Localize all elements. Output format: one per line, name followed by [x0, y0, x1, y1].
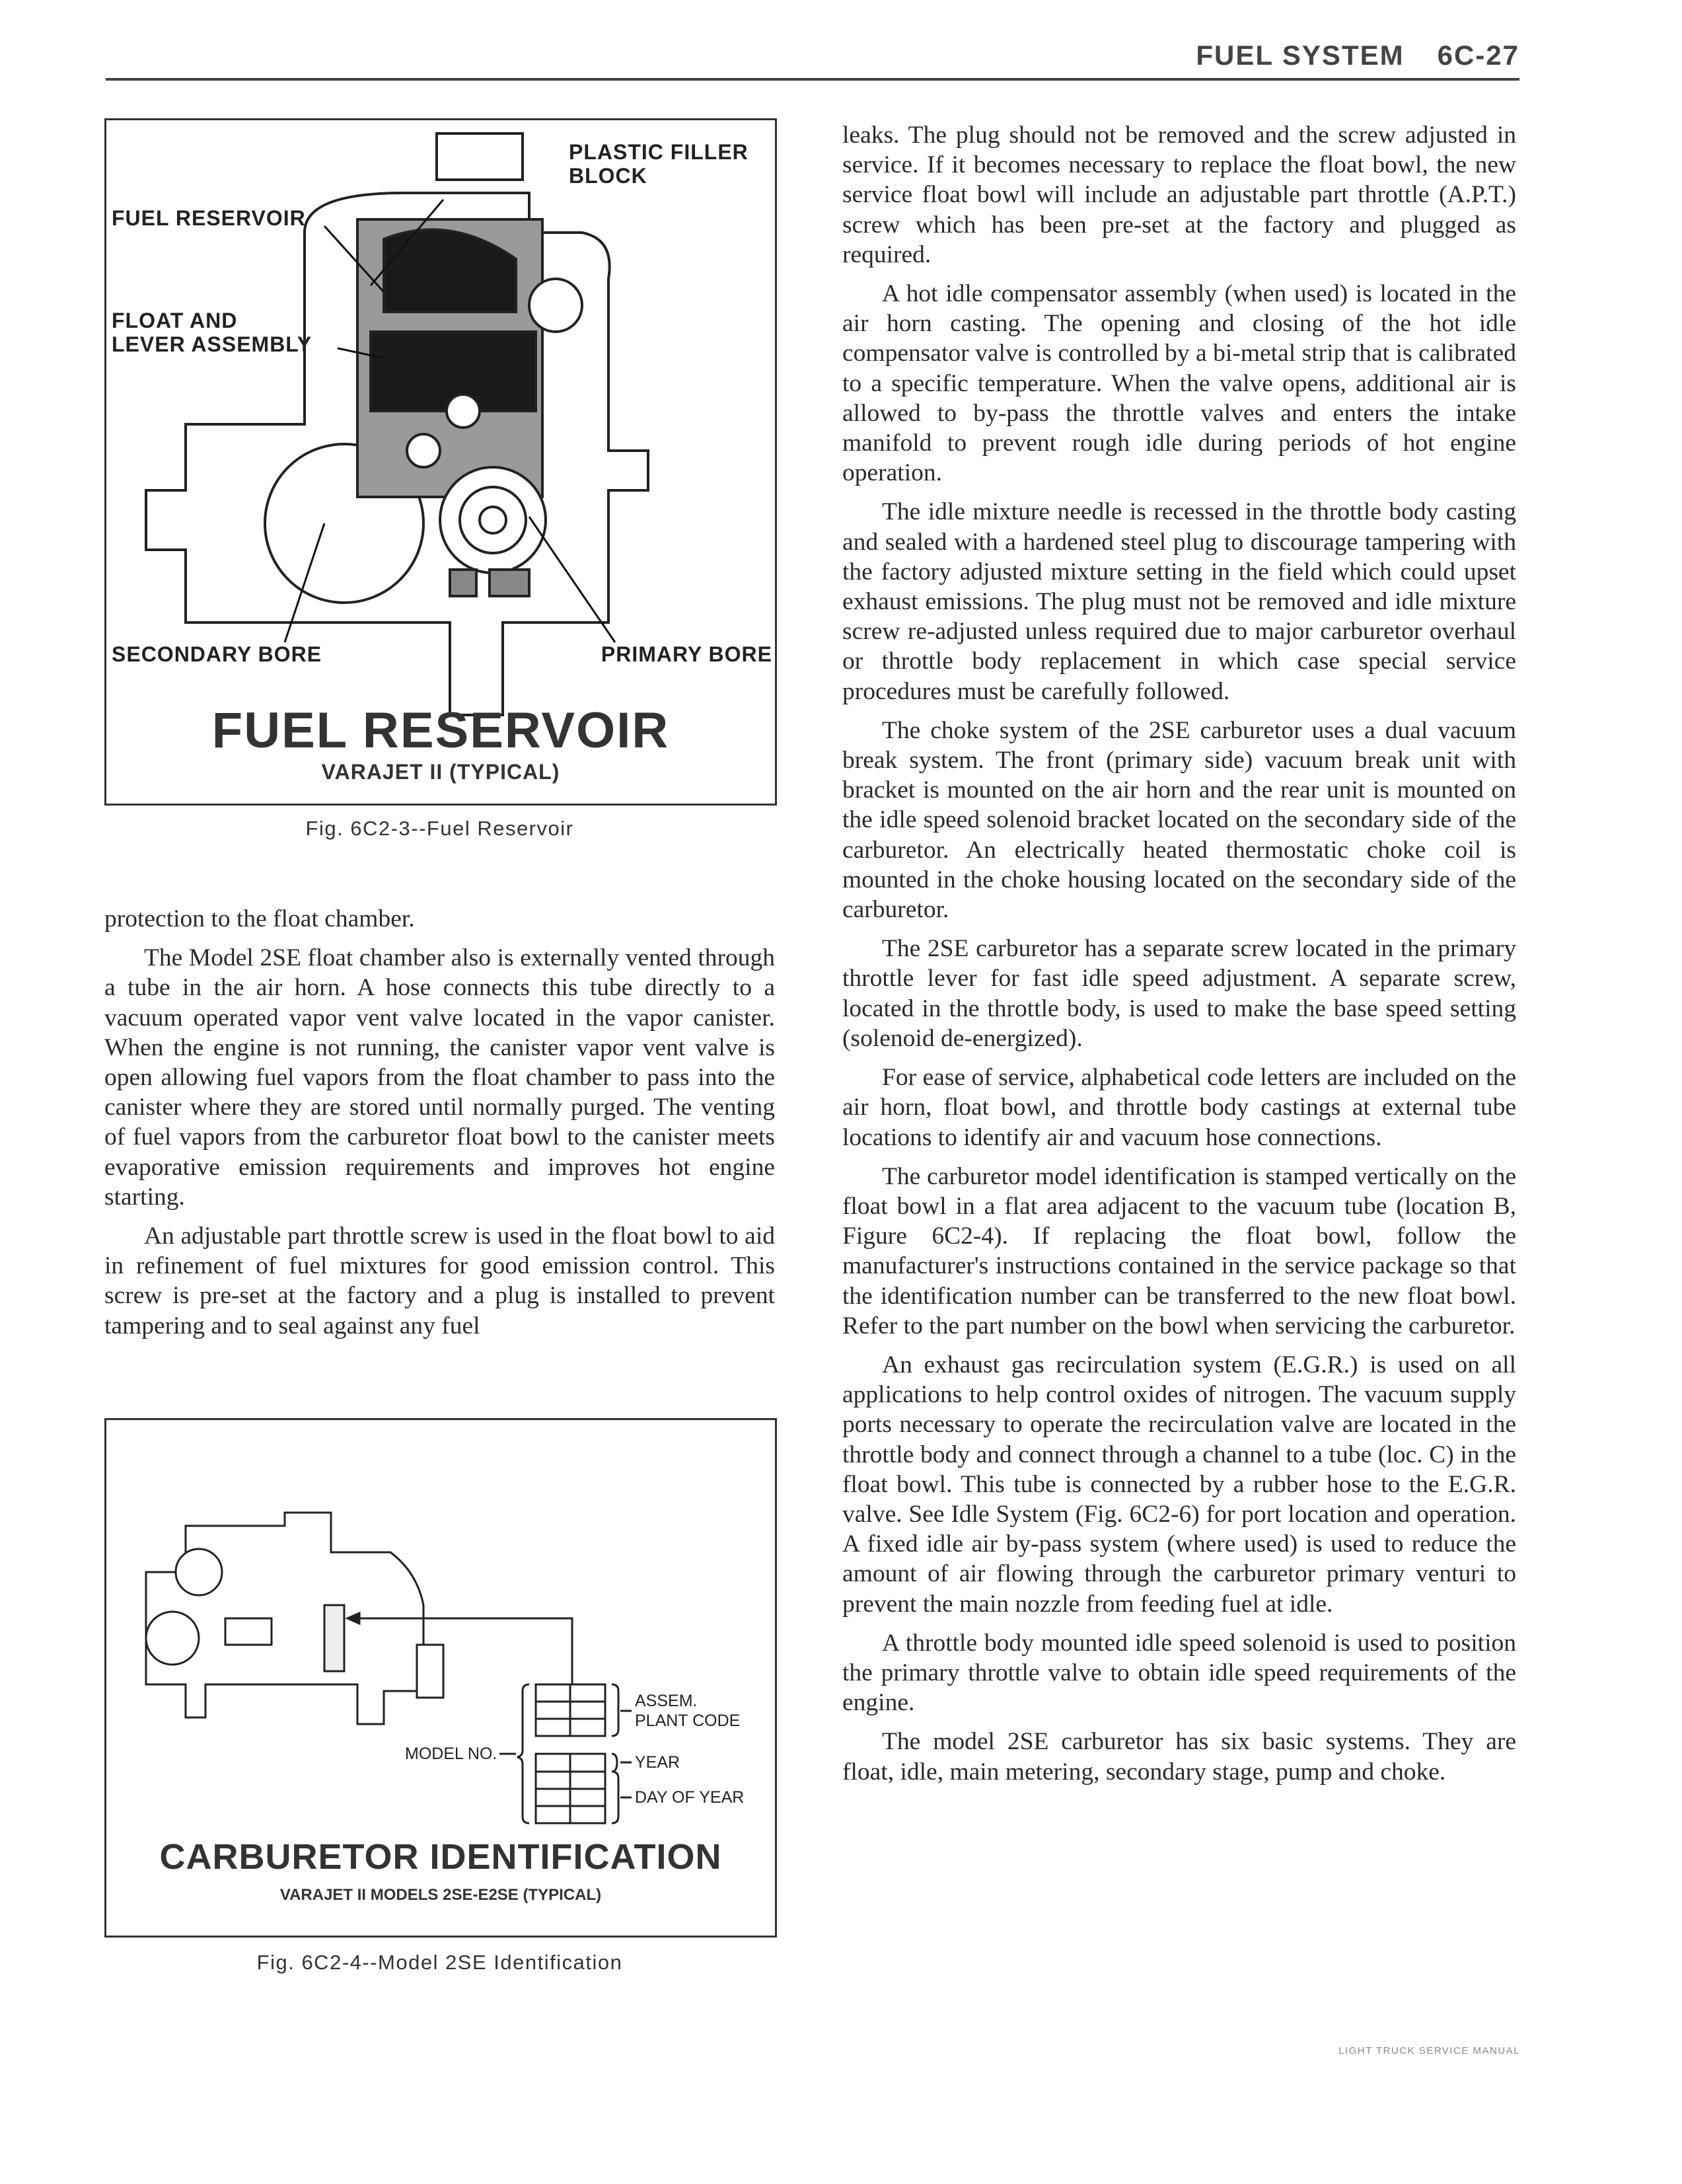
paragraph: The carburetor model identification is stamped vertically on the float bowl in a flat area adjacent to the vacuum tube (location B, Figure 6C2-4). If replacing the float bowl, follow the manufacturer's instructions contained in the service package so that the identification number can be transferred to the new float bowl. Refer to the part number on the bowl when servicing the carburetor.	[842, 1162, 1516, 1339]
paragraph: A throttle body mounted idle speed solenoid is used to position the primary throttle valve to obtain idle speed requirements of the engine.	[842, 1629, 1516, 1717]
label-assembly-plant-code	[635, 1691, 740, 1731]
paragraph: The 2SE carburetor has a separate screw located in the primary throttle lever for fast idle speed adjustment. A separate screw, located in the throttle body, is used to make the base speed setting (solenoid de-energized).	[842, 935, 1516, 1052]
figure-fuel-reservoir	[104, 118, 777, 806]
paragraph: The model 2SE carburetor has six basic systems. They are float, idle, main metering, secondary stage, pump and choke.	[842, 1728, 1516, 1786]
label-line: PLANT CODE	[635, 1712, 741, 1730]
figure-title: FUEL RESERVOIR	[211, 702, 670, 759]
label-float-lever-assembly	[112, 309, 312, 356]
label-plastic-filler-block	[569, 140, 749, 188]
paragraph: An exhaust gas recirculation system (E.G.R.) is used on all applications to help control oxides of nitrogen. The vacuum supply ports necessary to operate the recirculation valve are located in the throttle body and connect through a channel to a tube (loc. C) in the float bowl. This tube is connected by a rubber hose to the E.G.R. valve. See Idle System (Fig. 6C2-6) for port location and operation. A fixed idle air by-pass system (where used) is used to reduce the amount of air flowing through the carburetor primary venturi to prevent the main nozzle from feeding fuel at idle.	[842, 1351, 1516, 1618]
paragraph: The choke system of the 2SE carburetor uses a dual vacuum break system. The front (primary side) vacuum break unit with bracket is mounted on the air horn and the rear unit is mounted on the idle speed solenoid bracket located on the secondary side of the carburetor. An electrically heated thermostatic choke coil is mounted in the choke housing located on the secondary side of the carburetor.	[842, 716, 1516, 924]
figure-subtitle: VARAJET II (TYPICAL)	[321, 760, 560, 784]
label-line: LEVER ASSEMBLY	[112, 332, 312, 356]
figure-subtitle: VARAJET II MODELS 2SE-E2SE (TYPICAL)	[279, 1886, 602, 1904]
figure-carburetor-identification	[104, 1418, 777, 1938]
figure-caption: Fig. 6C2-3--Fuel Reservoir	[305, 817, 574, 840]
section-name: FUEL SYSTEM	[1196, 40, 1405, 71]
label-primary-bore: PRIMARY BORE	[601, 642, 772, 666]
label-fuel-reservoir: FUEL RESERVOIR	[112, 206, 306, 230]
footer-manual-title: LIGHT TRUCK SERVICE MANUAL	[1338, 2045, 1520, 2056]
right-column-text	[842, 120, 1516, 1796]
header-title	[1163, 40, 1519, 71]
figure-caption: Fig. 6C2-4--Model 2SE Identification	[256, 1951, 623, 1974]
paragraph: protection to the float chamber.	[104, 905, 415, 932]
left-column-text	[104, 904, 775, 1350]
label-year: YEAR	[635, 1753, 680, 1772]
paragraph: A hot idle compensator assembly (when used) is located in the air horn casting. The opening and closing of the hot idle compensator valve is controlled by a bi-metal strip that is calibrated to a specific temperature. When the valve opens, additional air is allowed to by-pass the throttle valves and enters the intake manifold to prevent rough idle during periods of hot engine operation.	[842, 280, 1516, 487]
page-number: 6C-27	[1437, 40, 1519, 71]
label-line: FLOAT AND	[112, 309, 238, 332]
paragraph: For ease of service, alphabetical code letters are included on the air horn, float bowl, and throttle body castings at external tube locations to identify air and vacuum hose connections.	[842, 1064, 1516, 1151]
label-model-no: MODEL NO.	[405, 1745, 497, 1763]
page-header	[106, 40, 1519, 81]
label-secondary-bore: SECONDARY BORE	[112, 642, 322, 666]
label-line: BLOCK	[569, 164, 647, 188]
paragraph: The Model 2SE float chamber also is externally vented through a tube in the air horn. A hose connects this tube directly to a vacuum operated vapor vent valve located in the vapor canister. When the engine is not running, the canister vapor vent valve is open allowing fuel vapors from the float chamber to pass into the canister where they are stored until normally purged. The venting of fuel vapors from the carburetor float bowl to the canister meets evaporative emission requirements and improves hot engine starting.	[104, 944, 775, 1211]
paragraph: The idle mixture needle is recessed in the throttle body casting and sealed with a hardened steel plug to discourage tampering with the factory adjusted mixture setting in the field which could upset exhaust emissions. The plug must not be removed and idle mixture screw re-adjusted unless required due to major carburetor overhaul or throttle body replacement in which case special service procedures must be carefully followed.	[842, 498, 1516, 705]
paragraph: An adjustable part throttle screw is used in the float bowl to aid in refinement of fuel mixtures for good emission control. This screw is pre-set at the factory and a plug is installed to prevent tampering and to seal against any fuel	[104, 1223, 775, 1339]
label-day-of-year: DAY OF YEAR	[635, 1788, 745, 1807]
label-line: ASSEM.	[635, 1692, 698, 1710]
paragraph: leaks. The plug should not be removed and the screw adjusted in service. If it becomes necessary to replace the float bowl, the new service float bowl will include an adjustable part throttle (A.P.T.) screw which has been pre-set at the factory and plugged as required.	[842, 122, 1516, 268]
label-line: PLASTIC FILLER	[569, 140, 749, 164]
figure-title: CARBURETOR IDENTIFICATION	[159, 1837, 722, 1877]
